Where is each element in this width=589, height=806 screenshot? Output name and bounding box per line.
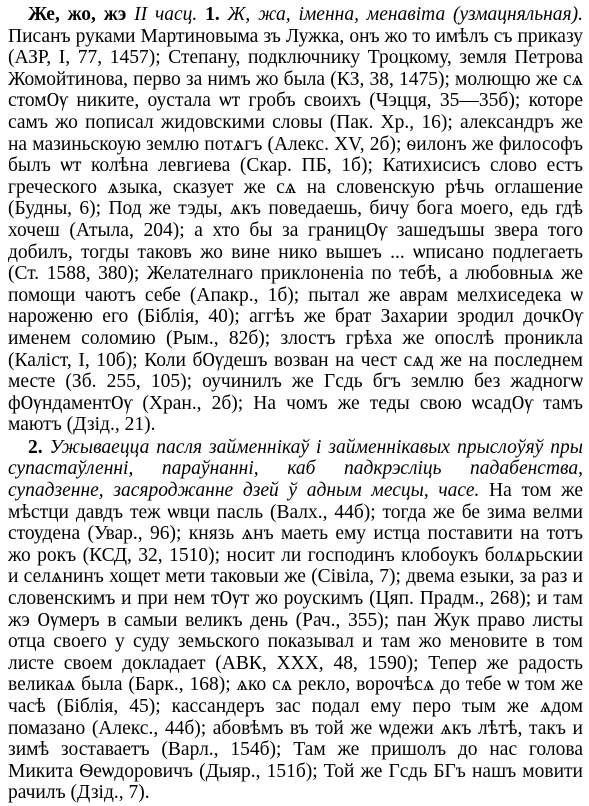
- dictionary-entry-sense-2: [8, 437, 583, 804]
- sense-definition-1: Ж, жа, iменна, менавiта (узмацняльная).: [219, 4, 583, 25]
- sense-number-2: 2.: [28, 436, 43, 458]
- headword: Же, жо, жэ: [28, 4, 127, 25]
- citations-2: На том же мѣстци давдъ теж ѡвци пасль (Валх., 44б); тогда же бе зима велми стоудена (Увар., 96); князь ѧнъ маеть ему истца поставити на тотъ жо рокъ (КСД, 32, 1510); носит ли господинъ клобоукъ болѧрьскии и селѧнинъ хощет мети таковыи же (Сiвiла, 7); двема езыки, за раз и словенскимъ и при нем тѸт жо роускимъ (Цяп. Прадм., 268); и там жэ Ѹмеръ в самыи великъ день (Рач., 355); пан Жук право листы отца своего у суду земьского показывал и там жо меновите в том листе своем докладает (АВК, XXX, 48, 1590); Тепер же радость великаѧ была (Барк., 168); ѧко сѧ рекло, ворочѣсѧ до тебе ѡ том же часѣ (Бiблiя, 45); кассандеръ зас подал ему перо тым же ѧдом помазано (Алекс., 44б); абовѣмъ въ той же ѡдежи ѧкъ лѣтѣ, такъ и зимѣ зоставаетъ (Варл., 154б); Там же пришолъ до нас голова Микита Ѳеѡдоровичъ (Дыяр., 151б); Той же Гсдь БГъ нашъ мовити рачилъ (Дзiд., 7).: [8, 480, 584, 804]
- citations-1: Писанъ руками Мартиновыма зъ Лужка, онъ жо то имѣлъ съ приказу (АЗР, I, 77, 1457); Степану, подключнику Троцкому, земля Петрова Жомойтинова, перво за нимъ жо была (КЗ, 38, 1475); молющю же сѧ стомѸ никите, оустала ѡт гробъ своихъ (Чэцця, 35—35б); которе самъ жо пописал жидовскими словы (Пак. Хр., 16); александръ же на мазиньскоую землю потѧгъ (Алекс. XV, 2б); ѳилонъ же философъ былъ ѡт колѣна левгиева (Скар. ПБ, 1б); Катихисисъ слово естъ греческого ѧзыка, сказует же сѧ на словенскую рѣчь оглашение (Будны, 6); Под же тэды, ѧкъ поведаешь, бичу бога моего, едь гдѣ хочеш (Атыла, 204); а хто бы за границѸ зашедъшы звера того добилъ, тогды таковъ жо вине нико вышеъ ... ѡписано подлегаеть (Ст. 1588, 380); Желателнаго приклоненiа по тебѣ, а любовныѧ же помощи чаютъ себе (Апакр., 1б); пытал же аврам мелхиседека ѡ нароженю его (Бiблiя, 40); аггѣъ же брат Захарии зродил дочкѸ именем соломию (Рым., 82б); злостъ грѣха же опослѣ проникла (Калiст, I, 10б); Коли бѸдешъ возван на чест сѧд же на последнем месте (Зб. 255, 105); оучинилъ же Гсдь бгъ землю без жадногѡ фѸндаментѸ (Хран., 2б); На чомъ же теды свою ѡсадѸ тамъ маютъ (Дзiд., 21).: [8, 25, 583, 436]
- sense-definition-2: Ужываецца пасля займеннiкаў i займеннiкавых прыслоўяў пры супастаўленнi, параўнаннi, каб падкрэслiць падабенства, супадзенне, засяроджанне дзей ў адным месцы, часе.: [8, 436, 583, 502]
- dictionary-entry-sense-1: [8, 4, 583, 436]
- grammar-label: II часц.: [126, 4, 206, 25]
- sense-number-1: 1.: [205, 4, 220, 25]
